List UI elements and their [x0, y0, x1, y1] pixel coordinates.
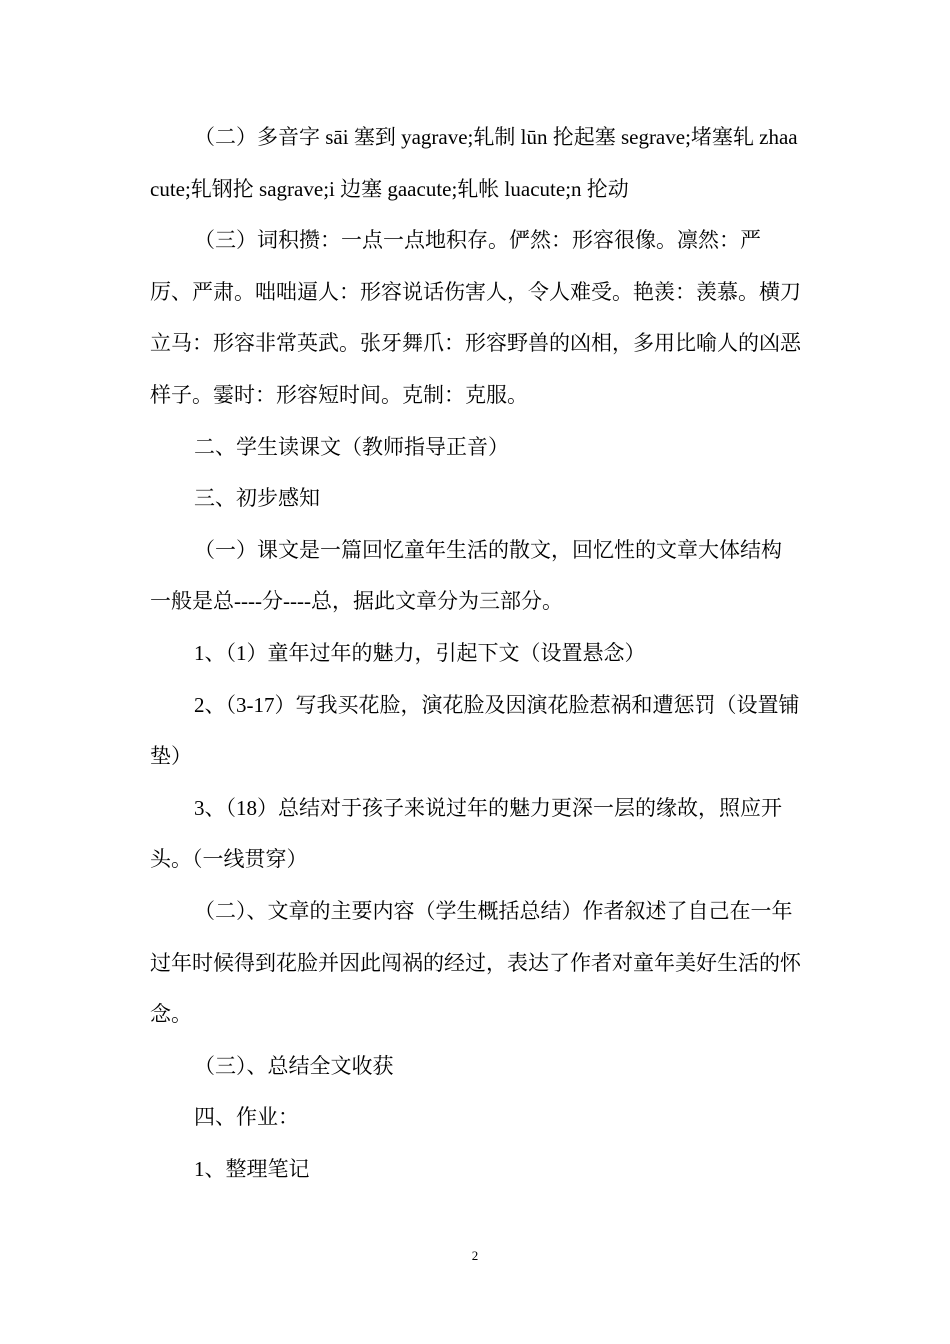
paragraph-homework-item-one: 1、整理笔记 [194, 1156, 310, 1181]
paragraph-vocabulary: （三）词积攒：一点一点地积存。俨然：形容很像。凛然：严厉、严肃。咄咄逼人：形容说话伤害人，令人难受。艳羡：羡慕。横刀立马：形容非常英武。张牙舞爪：形容野兽的凶相，多用比喻人的凶恶样子。霎时：形容短时间。克制：克服。 [150, 228, 801, 407]
paragraph-section-three-heading: 三、初步感知 [194, 486, 320, 511]
paragraph-polyphonic-characters: （二）多音字 sāi 塞到 yagrave;轧制 lūn 抡起塞 segrave;堵塞轧 zhaacute;轧钢抡 sagrave;i 边塞 gaacute;轧帐 luacute;n 抡动 [150, 125, 798, 201]
paragraph-main-content: （二）、文章的主要内容（学生概括总结）作者叙述了自己在一年过年时候得到花脸并因此闯祸的经过，表达了作者对童年美好生活的怀念。 [150, 898, 801, 1027]
paragraph-homework-heading: 四、作业： [194, 1105, 299, 1130]
paragraph-part-three: 3、（18）总结对于孩子来说过年的魅力更深一层的缘故，照应开头。（一线贯穿） [150, 795, 782, 872]
document-body [150, 112, 802, 1195]
page-number: 2 [471, 1248, 479, 1263]
paragraph-part-one: 1、（1）童年过年的魅力，引起下文（设置悬念） [194, 640, 646, 665]
paragraph-part-two: 2、（3-17）写我买花脸，演花脸及因演花脸惹祸和遭惩罚（设置铺垫） [150, 692, 800, 769]
paragraph-structure-intro: （一）课文是一篇回忆童年生活的散文，回忆性的文章大体结构一般是总----分----总，据此文章分为三部分。 [150, 537, 782, 614]
paragraph-section-two-heading: 二、学生读课文（教师指导正音） [194, 434, 509, 459]
paragraph-summary: （三）、总结全文收获 [194, 1053, 394, 1078]
